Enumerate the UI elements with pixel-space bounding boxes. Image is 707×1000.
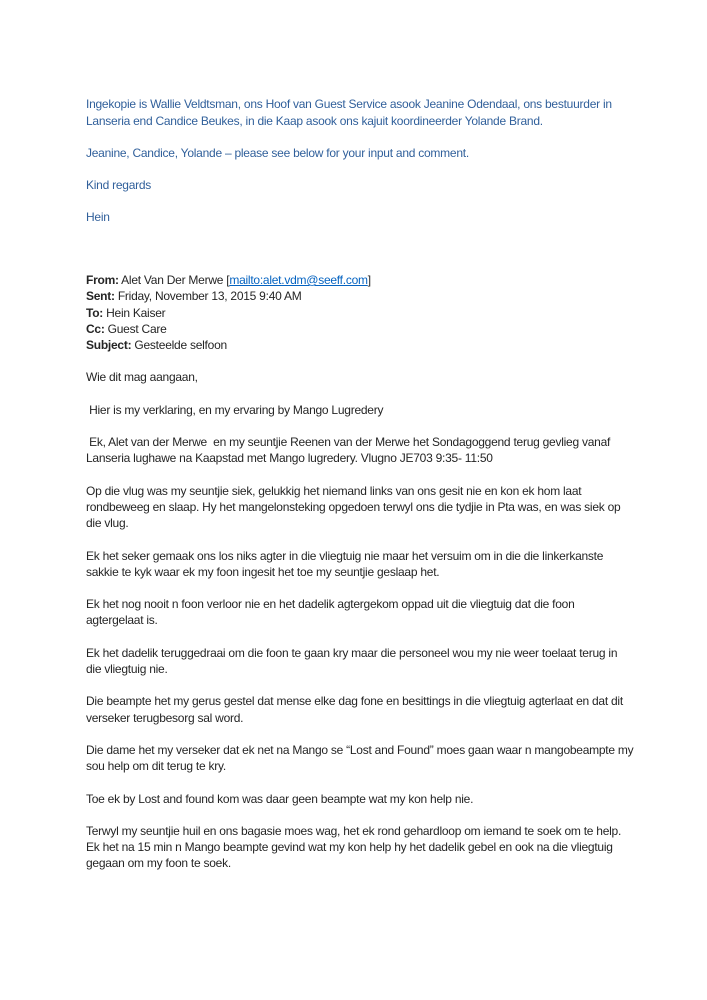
cc-label: Cc: xyxy=(86,321,105,336)
mailto-link[interactable]: mailto:alet.vdm@seeff.com xyxy=(229,273,368,287)
reply-closing: Kind regards xyxy=(86,178,152,192)
body-paragraph: Ek, Alet van der Merwe en my seuntjie Reenen van der Merwe het Sondagoggend terug gevlieg vanaf Lanseria lughawe na Kaapstad met Mango lugredery. Vlugno JE703 9:35- 11:50 xyxy=(86,435,614,466)
body-paragraph: Toe ek by Lost and found kom was daar geen beampte wat my kon help nie. xyxy=(86,791,474,806)
body-paragraph: Op die vlug was my seuntjie siek, gelukkig het niemand links van ons gesit nie en kon ek hom laat rondbeweeg en slaap. Hy het mangelonsteking opgedoen terwyl ons die tydjie in Pta was, en was siek op die vlug. xyxy=(86,483,624,531)
body-paragraph: Ek het seker gemaak ons los niks agter in die vliegtuig nie maar het versuim om in die die linkerkanste sakkie te kyk waar ek my foon ingesit het toe my seuntjie geslaap het. xyxy=(86,548,607,579)
body-paragraph: Die beampte het my gerus gestel dat mense elke dag fone en besittings in die vliegtuig agterlaat en dat dit verseker terugbesorg sal word. xyxy=(86,694,627,725)
from-suffix: ] xyxy=(367,273,371,287)
body-paragraph: Ek het nog nooit n foon verloor nie en het dadelik agtergekom oppad uit die vliegtuig dat die foon agtergelaat is. xyxy=(86,597,578,628)
sent-label: Sent: xyxy=(86,289,115,304)
sent-value: Friday, November 13, 2015 9:40 AM xyxy=(114,289,302,304)
body-paragraph-greeting: Wie dit mag aangaan, xyxy=(86,370,198,385)
reply-cc-note: Ingekopie is Wallie Veldtsman, ons Hoof van Guest Service asook Jeanine Odendaal, ons bestuurder in Lanseria end Candice Beukes, in die Kaap asook ons kajuit koordineerder Yolande Brand. xyxy=(86,97,615,128)
from-name: Alet Van Der Merwe [ xyxy=(118,273,230,287)
subject-label: Subject: xyxy=(86,338,132,353)
body-paragraph: Die dame het my verseker dat ek net na Mango se “Lost and Found” moes gaan waar n mangobeampte my sou help om dit terug te kry. xyxy=(86,742,637,774)
body-paragraph: Hier is my verklaring, en my ervaring by Mango Lugredery xyxy=(86,402,384,417)
email-body xyxy=(86,369,637,871)
reply-request: Jeanine, Candice, Yolande – please see below for your input and comment. xyxy=(86,146,469,160)
reply-section xyxy=(86,96,634,226)
cc-value: Guest Care xyxy=(104,321,167,336)
header-cc xyxy=(86,321,634,337)
header-subject xyxy=(86,337,634,353)
header-sent xyxy=(86,288,634,304)
original-message-headers xyxy=(86,272,634,353)
from-label: From: xyxy=(86,273,119,287)
body-paragraph: Terwyl my seuntjie huil en ons bagasie moes wag, het ek rond gehardloop om iemand te soek om te help. Ek het na 15 min n Mango beampte gevind wat my kon help hy het dadelik gebel en ook na die vliegtuig gegaan om my foon te soek. xyxy=(86,823,625,871)
to-value: Hein Kaiser xyxy=(103,305,166,320)
subject-value: Gesteelde selfoon xyxy=(131,338,227,353)
body-paragraph: Ek het dadelik teruggedraai om die foon te gaan kry maar die personeel wou my nie weer toelaat terug in die vliegtuig nie. xyxy=(86,645,621,677)
document-content xyxy=(86,96,637,872)
to-label: To: xyxy=(86,305,104,320)
header-to xyxy=(86,305,634,321)
reply-signature: Hein xyxy=(86,210,110,224)
header-from xyxy=(86,272,634,288)
